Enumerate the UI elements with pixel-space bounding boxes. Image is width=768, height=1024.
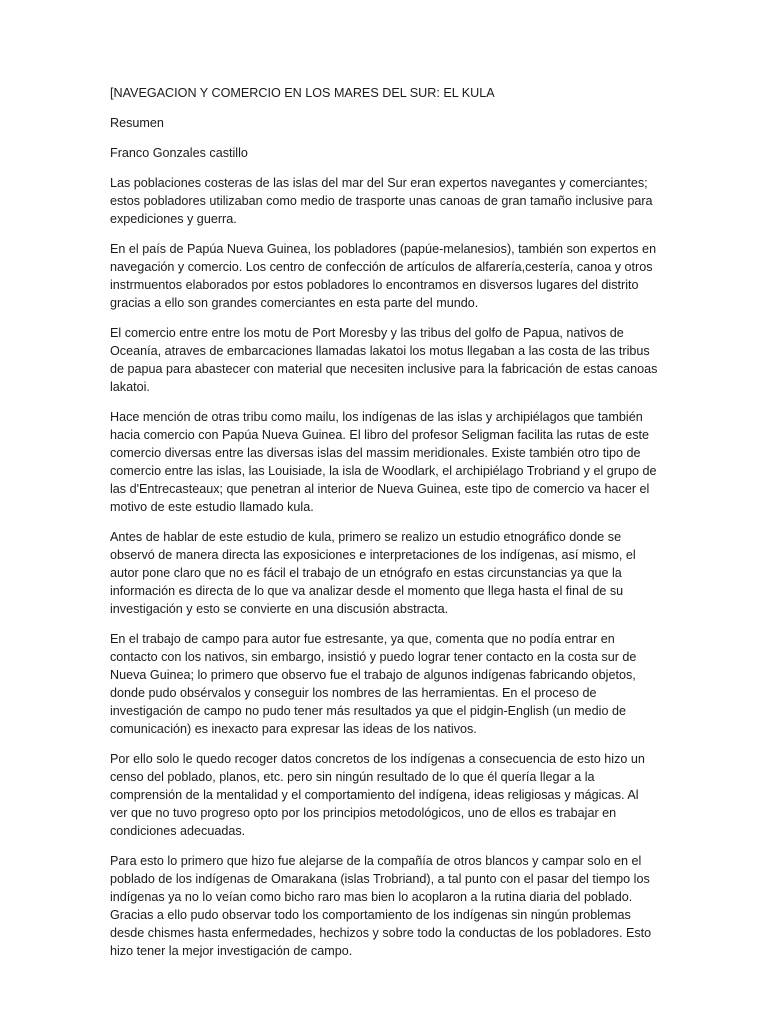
paragraph-5: Antes de hablar de este estudio de kula, primero se realizo un estudio etnográfico donde se observó de manera directa las exposiciones e interpretaciones de los indígenas, así mismo, el autor pone claro que no es fácil el trabajo de un etnógrafo en estas circunstancias ya que la información es directa de lo que va analizar desde el momento que llega hasta el final de su investigación y esto se convierte en una discusión abstracta.: [110, 530, 636, 616]
paragraph-6: En el trabajo de campo para autor fue estresante, ya que, comenta que no podía entrar en contacto con los nativos, sin embargo, insistió y puedo lograr tener contacto en la costa sur de Nueva Guinea; lo primero que observo fue el trabajo de algunos indígenas fabricando objetos, donde pudo obsérvalos y conseguir los nombres de las herramientas. En el proceso de investigación de campo no pudo tener más resultados ya que el pidgin-English (un medio de comunicación) es inexacto para expresar las ideas de los nativos.: [110, 632, 637, 736]
paragraph-1: Las poblaciones costeras de las islas del mar del Sur eran expertos navegantes y comerciantes; estos pobladores utilizaban como medio de trasporte unas canoas de gran tamaño inclusive para expediciones y guerra.: [110, 176, 653, 226]
paragraph-7: Por ello solo le quedo recoger datos concretos de los indígenas a consecuencia de esto hizo un censo del poblado, planos, etc. pero sin ningún resultado de lo que él quería llegar a la comprensión de la mentalidad y el comportamiento del indígena, ideas religiosas y mágicas. Al ver que no tuvo progreso opto por los principios metodológicos, uno de ellos es trabajar en condiciones adecuadas.: [110, 752, 645, 838]
document-subtitle: Resumen: [110, 116, 164, 130]
document-page: [110, 84, 658, 972]
document-title: [NAVEGACION Y COMERCIO EN LOS MARES DEL SUR: EL KULA: [110, 86, 495, 100]
paragraph-8: Para esto lo primero que hizo fue alejarse de la compañía de otros blancos y campar solo en el poblado de los indígenas de Omarakana (islas Trobriand), a tal punto con el pasar del tiempo los indígenas ya no lo veían como bicho raro mas bien lo acoplaron a la rutina diaria del poblado. Gracias a ello pudo observar todo los comportamiento de los indígenas sin ningún problemas desde chismes hasta enfermedades, hechizos y sobre todo la conductas de los pobladores. Esto hizo tener la mejor investigación de campo.: [110, 854, 652, 958]
paragraph-2: En el país de Papúa Nueva Guinea, los pobladores (papúe-melanesios), también son expertos en navegación y comercio. Los centro de confección de artículos de alfarería,cestería, canoa y otros instrmuentos elaborados por estos pobladores lo encontramos en disversos lugares del distrito gracias a ello son grandes comerciantes en esta parte del mundo.: [110, 242, 657, 310]
paragraph-4: Hace mención de otras tribu como mailu, los indígenas de las islas y archipiélagos que también hacia comercio con Papúa Nueva Guinea. El libro del profesor Seligman facilita las rutas de este comercio diversas entre las diversas islas del massim meridionales. Existe también otro tipo de comercio entre las islas, las Louisiade, la isla de Woodlark, el archipiélago Trobriand y el grupo de las d'Entrecasteaux; que penetran al interior de Nueva Guinea, este tipo de comercio va hacer el motivo de este estudio llamado kula.: [110, 410, 657, 514]
paragraph-3: El comercio entre entre los motu de Port Moresby y las tribus del golfo de Papua, nativos de Oceanía, atraves de embarcaciones llamadas lakatoi los motus llegaban a las costa de las tribus de papua para abastecer con material que necesiten inclusive para la fabricación de estas canoas lakatoi.: [110, 326, 658, 394]
document-author: Franco Gonzales castillo: [110, 146, 248, 160]
